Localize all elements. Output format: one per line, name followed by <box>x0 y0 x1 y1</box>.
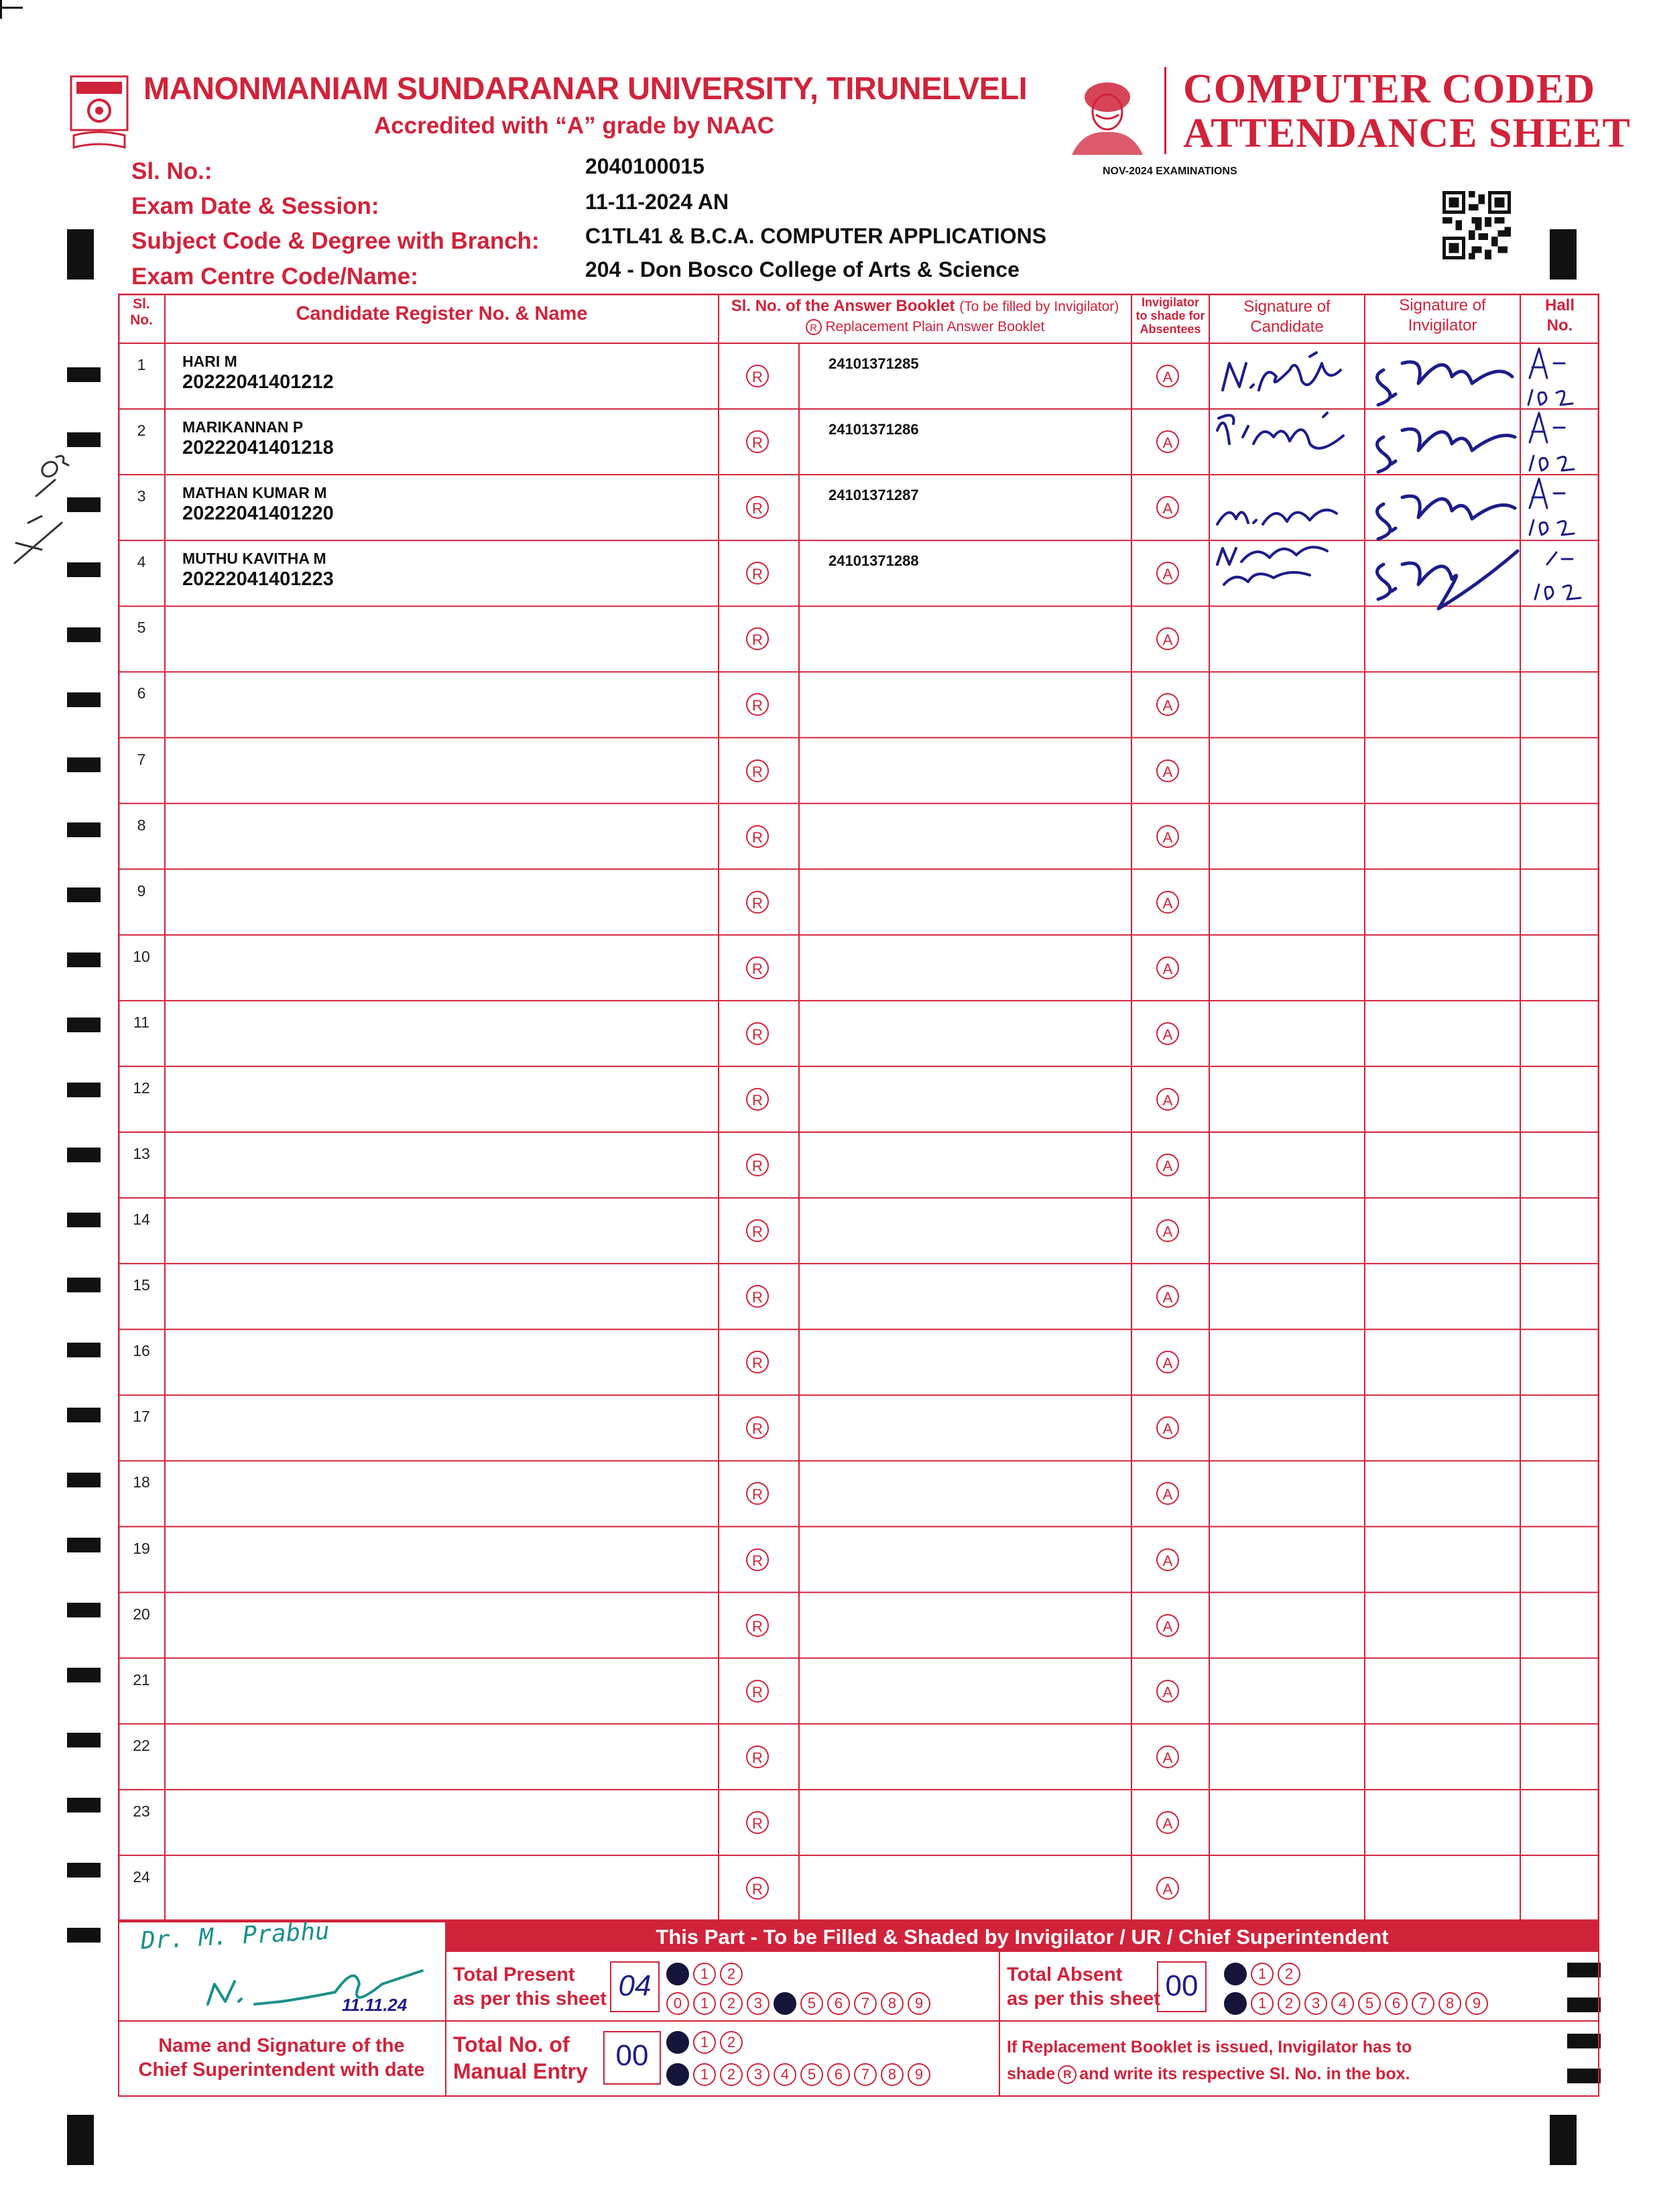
university-name: MANONMANIAM SUNDARANAR UNIVERSITY, TIRUNELVELI <box>143 70 1028 106</box>
total-absent-label: Total Absent as per this sheet <box>1007 1964 1160 2010</box>
timing-mark <box>67 822 101 837</box>
bottom-banner-text: This Part - To be Filled & Shaded by Invigilator / UR / Chief Superintendent <box>656 1925 1389 1949</box>
row-sl-no: 14 <box>133 1211 150 1229</box>
replacement-booklet-bubble[interactable]: R <box>746 957 769 979</box>
replacement-booklet-bubble[interactable]: R <box>746 1416 769 1439</box>
header-booklet-sub-row <box>719 319 1131 335</box>
row-sl-no: 11 <box>133 1013 149 1031</box>
timing-mark <box>67 1018 101 1032</box>
replacement-booklet-bubble[interactable]: R <box>746 1680 769 1703</box>
replacement-booklet-bubble[interactable]: R <box>746 627 769 650</box>
candidate-register-no: 20222041401212 <box>182 371 334 393</box>
candidate-register-no: 20222041401220 <box>182 503 334 525</box>
manual-entry-unit-bubbles <box>666 2063 930 2086</box>
centre-label: Exam Centre Code/Name: <box>131 263 418 290</box>
row-sl-no: 12 <box>133 1079 150 1097</box>
digit-bubble[interactable]: 0 <box>666 2063 689 2086</box>
timing-mark <box>67 1408 101 1422</box>
row-sl-no: 15 <box>133 1276 150 1294</box>
digit-bubble[interactable]: 4 <box>774 1992 796 2015</box>
replacement-booklet-bubble[interactable]: R <box>746 891 769 914</box>
digit-bubble[interactable]: 5 <box>1358 1992 1381 2015</box>
mid-hline <box>445 2020 1599 2022</box>
replacement-booklet-bubble[interactable]: R <box>746 1088 769 1111</box>
absentee-bubble[interactable]: A <box>1156 693 1179 716</box>
total-absent-unit-bubbles <box>1224 1992 1488 2015</box>
registration-square <box>67 2115 94 2165</box>
digit-bubble[interactable]: 1 <box>1251 1992 1274 2015</box>
header-sig-candidate: Signature of Candidate <box>1243 298 1331 336</box>
header-hall: Hall No. <box>1544 296 1575 334</box>
timing-mark <box>67 1148 101 1162</box>
header-booklet-note: (To be filled by Invigilator) <box>959 299 1119 314</box>
timing-mark <box>67 692 101 707</box>
digit-bubble[interactable]: 0 <box>666 1963 689 1985</box>
digit-bubble[interactable]: 1 <box>1251 1963 1274 1985</box>
row-sl-no: 21 <box>133 1670 150 1688</box>
sheet-title-line1: COMPUTER CODED <box>1183 66 1596 112</box>
qr-code-icon <box>1443 191 1511 259</box>
row-sl-no: 18 <box>133 1473 150 1491</box>
replacement-booklet-bubble[interactable]: R <box>746 365 769 387</box>
answer-booklet-no: 24101371287 <box>828 487 919 504</box>
row-sl-no: 23 <box>133 1802 150 1820</box>
digit-bubble[interactable]: 9 <box>908 1992 930 2015</box>
total-present-label: Total Present as per this sheet <box>453 1964 607 2010</box>
subject-label: Subject Code & Degree with Branch: <box>131 228 540 254</box>
timing-mark <box>67 953 101 967</box>
absentee-bubble[interactable]: A <box>1156 627 1179 650</box>
digit-bubble[interactable]: 6 <box>827 2063 850 2086</box>
digit-bubble[interactable]: 4 <box>1331 1992 1354 2015</box>
digit-bubble[interactable]: 8 <box>881 1992 904 2015</box>
row-sl-no: 24 <box>133 1867 150 1886</box>
chief-date: 11.11.24 <box>342 1995 408 2015</box>
timing-mark <box>67 757 101 772</box>
digit-bubble[interactable]: 0 <box>1224 1992 1247 2015</box>
row-sl-no: 5 <box>137 619 146 637</box>
absentee-bubble[interactable]: A <box>1156 496 1179 519</box>
digit-bubble[interactable]: 1 <box>693 2063 716 2086</box>
absentee-bubble[interactable]: A <box>1156 562 1179 585</box>
header-sig-invigilator: Signature of Invigilator <box>1399 296 1486 334</box>
header-candidate: Candidate Register No. & Name <box>296 303 588 324</box>
absentee-bubble[interactable]: A <box>1156 1416 1179 1439</box>
exam-date-label: Exam Date & Session: <box>131 193 379 219</box>
replacement-note-end: and write its respective Sl. No. in the box. <box>1079 2065 1410 2083</box>
row-sl-no: 3 <box>137 487 146 505</box>
sl-no-label: Sl. No.: <box>131 158 212 184</box>
absentee-bubble[interactable]: A <box>1156 1811 1179 1834</box>
absentee-bubble[interactable]: A <box>1156 1614 1179 1637</box>
absentee-bubble[interactable]: A <box>1156 891 1179 914</box>
row-sl-no: 10 <box>133 947 150 965</box>
mid-vline <box>999 1952 1000 2097</box>
candidate-name: MATHAN KUMAR M <box>182 484 327 502</box>
centre-value: 204 - Don Bosco College of Arts & Science <box>585 257 1020 282</box>
replacement-booklet-bubble[interactable]: R <box>746 1745 769 1768</box>
answer-booklet-no: 24101371288 <box>828 552 919 570</box>
digit-bubble[interactable]: 5 <box>800 2063 823 2086</box>
digit-bubble[interactable]: 3 <box>747 2063 770 2086</box>
digit-bubble[interactable]: 7 <box>854 2063 877 2086</box>
absentee-bubble[interactable]: A <box>1156 1351 1179 1373</box>
digit-bubble[interactable]: 4 <box>774 2063 796 2086</box>
replacement-booklet-bubble[interactable]: R <box>746 1351 769 1373</box>
replacement-booklet-bubble[interactable]: R <box>746 496 769 519</box>
university-logo-icon <box>67 74 131 153</box>
absentee-bubble[interactable]: A <box>1156 430 1179 453</box>
digit-bubble[interactable]: 1 <box>693 2031 716 2054</box>
total-absent-tens-bubbles <box>1224 1963 1300 1985</box>
timing-mark <box>67 1928 101 1943</box>
timing-mark <box>67 1798 101 1812</box>
exam-date-value: 11-11-2024 AN <box>585 190 729 214</box>
replacement-booklet-bubble[interactable]: R <box>746 693 769 716</box>
replacement-booklet-bubble[interactable]: R <box>746 430 769 453</box>
timing-mark <box>67 1603 101 1617</box>
candidate-name: HARI M <box>182 353 237 370</box>
sheet-title-line2: ATTENDANCE SHEET <box>1183 111 1631 156</box>
absentee-bubble[interactable]: A <box>1156 1219 1179 1242</box>
row-sl-no: 7 <box>137 750 146 768</box>
timing-mark <box>67 1473 101 1487</box>
digit-bubble[interactable]: 2 <box>720 1992 743 2015</box>
row-sl-no: 16 <box>133 1342 150 1360</box>
replacement-booklet-bubble[interactable]: R <box>746 1022 769 1045</box>
row-sl-no: 22 <box>133 1736 150 1754</box>
digit-bubble[interactable]: 6 <box>1385 1992 1408 2015</box>
absentee-bubble[interactable]: A <box>1156 759 1179 782</box>
digit-bubble[interactable]: 2 <box>1278 1963 1300 1985</box>
header-sl-no: Sl. No. <box>130 296 153 328</box>
digit-bubble[interactable]: 5 <box>800 1992 823 2015</box>
candidate-name: MUTHU KAVITHA M <box>182 550 326 568</box>
registration-square <box>67 229 94 280</box>
timing-mark <box>67 627 101 642</box>
digit-bubble[interactable]: 8 <box>1438 1992 1461 2015</box>
row-sl-no: 17 <box>133 1408 150 1426</box>
digit-bubble[interactable]: 0 <box>666 1992 689 2015</box>
absentee-bubble[interactable]: A <box>1156 1877 1179 1900</box>
candidate-register-no: 20222041401218 <box>182 437 334 459</box>
hall-number-handwriting <box>1520 343 1599 611</box>
chief-divider <box>445 1921 446 2097</box>
absentee-bubble[interactable]: A <box>1156 957 1179 979</box>
digit-bubble[interactable]: 8 <box>881 2063 904 2086</box>
absentee-bubble[interactable]: A <box>1156 1680 1179 1703</box>
row-sl-no: 1 <box>137 356 146 374</box>
manual-entry-tens-bubbles <box>666 2031 743 2054</box>
margin-note-hall-icon <box>1 449 75 570</box>
digit-bubble[interactable]: 6 <box>827 1992 850 2015</box>
digit-bubble[interactable]: 1 <box>693 1992 716 2015</box>
corner-mark <box>0 7 23 9</box>
timing-mark <box>67 887 101 902</box>
absentee-bubble[interactable]: A <box>1156 1482 1179 1505</box>
chief-label: Name and Signature of the Chief Superintendent with date <box>138 2035 425 2081</box>
digit-bubble[interactable]: 1 <box>693 1963 716 1985</box>
replacement-booklet-bubble[interactable]: R <box>746 1219 769 1242</box>
row-sl-no: 8 <box>137 816 146 834</box>
answer-booklet-no: 24101371286 <box>828 421 919 438</box>
absentee-bubble[interactable]: A <box>1156 1548 1179 1571</box>
digit-bubble[interactable]: 0 <box>666 2031 689 2054</box>
digit-bubble[interactable]: 2 <box>720 1963 743 1985</box>
replacement-booklet-bubble[interactable]: R <box>746 759 769 782</box>
row-sl-no: 6 <box>137 684 146 702</box>
row-sl-no: 20 <box>133 1605 150 1623</box>
row-sl-no: 19 <box>133 1539 150 1557</box>
header-booklet-main: Sl. No. of the Answer Booklet <box>731 297 955 315</box>
candidate-register-no: 20222041401223 <box>182 568 334 591</box>
replacement-booklet-bubble[interactable]: R <box>746 1811 769 1834</box>
sheet-title <box>1183 67 1631 156</box>
header-booklet-sub: Replacement Plain Answer Booklet <box>825 319 1045 334</box>
row-sl-no: 9 <box>137 881 146 900</box>
timing-mark <box>67 1863 101 1878</box>
row-sl-no: 2 <box>137 422 146 440</box>
replacement-note-text: If Replacement Booklet is issued, Invigilator has to shade <box>1007 2038 1412 2083</box>
timing-mark <box>67 1083 101 1097</box>
digit-bubble[interactable]: 3 <box>747 1992 770 2015</box>
timing-mark <box>67 432 101 447</box>
header-absentee: Invigilator to shade for Absentees <box>1136 296 1205 336</box>
digit-bubble[interactable]: 3 <box>1304 1992 1327 2015</box>
replacement-booklet-bubble[interactable]: R <box>746 1614 769 1637</box>
accreditation-text: Accredited with “A” grade by NAAC <box>374 113 775 139</box>
chief-signature-text: Dr. M. Prabhu <box>140 1917 330 1955</box>
timing-mark <box>67 1733 101 1747</box>
header-replacement-bubble: R <box>806 319 822 335</box>
timing-mark <box>67 1668 101 1682</box>
replacement-booklet-bubble[interactable]: R <box>746 1482 769 1505</box>
absentee-bubble[interactable]: A <box>1156 1154 1179 1176</box>
title-divider <box>1164 67 1166 154</box>
digit-bubble[interactable]: 2 <box>720 2063 743 2086</box>
candidate-signatures <box>1209 343 1365 606</box>
registration-square <box>1550 2115 1577 2165</box>
absentee-bubble[interactable]: A <box>1156 1745 1179 1768</box>
digit-bubble[interactable]: 7 <box>1412 1992 1434 2015</box>
timing-mark <box>67 1213 101 1227</box>
corner-mark <box>0 0 2 19</box>
exams-tag: NOV-2024 EXAMINATIONS <box>1103 166 1237 177</box>
total-present-value: 04 <box>618 1969 652 2002</box>
manual-entry-label: Total No. of Manual Entry <box>453 2032 588 2083</box>
row-sl-no: 13 <box>133 1145 150 1163</box>
timing-mark <box>67 367 101 382</box>
digit-bubble[interactable]: 7 <box>854 1992 877 2015</box>
founder-portrait-icon <box>1062 70 1153 156</box>
candidate-name: MARIKANNAN P <box>182 418 304 436</box>
registration-square <box>1550 229 1577 280</box>
subject-value: C1TL41 & B.C.A. COMPUTER APPLICATIONS <box>585 224 1047 248</box>
digit-bubble[interactable]: 9 <box>908 2063 930 2086</box>
digit-bubble[interactable]: 9 <box>1465 1992 1488 2015</box>
sl-no-value: 2040100015 <box>585 154 704 178</box>
digit-bubble[interactable]: 2 <box>1278 1992 1300 2015</box>
digit-bubble[interactable]: 0 <box>1224 1963 1247 1985</box>
absentee-bubble[interactable]: A <box>1156 1285 1179 1308</box>
timing-mark <box>67 1278 101 1292</box>
replacement-booklet-bubble[interactable]: R <box>746 1154 769 1176</box>
header-booklet <box>719 297 1131 316</box>
invigilator-signatures <box>1365 343 1520 611</box>
timing-mark <box>67 1538 101 1552</box>
total-absent-value: 00 <box>1165 1969 1199 2002</box>
replacement-booklet-bubble[interactable]: R <box>746 1285 769 1308</box>
replacement-booklet-bubble[interactable]: R <box>746 562 769 585</box>
replacement-bubble-note: R <box>1058 2065 1077 2084</box>
manual-entry-value: 00 <box>615 2039 649 2072</box>
digit-bubble[interactable]: 2 <box>720 2031 743 2054</box>
total-present-tens-bubbles <box>666 1963 743 1985</box>
replacement-booklet-bubble[interactable]: R <box>746 1548 769 1571</box>
replacement-booklet-bubble[interactable]: R <box>746 1877 769 1900</box>
total-present-unit-bubbles <box>666 1992 930 2015</box>
absentee-bubble[interactable]: A <box>1156 1088 1179 1111</box>
answer-booklet-no: 24101371285 <box>828 355 919 372</box>
absentee-bubble[interactable]: A <box>1156 825 1179 848</box>
replacement-note <box>1007 2034 1412 2087</box>
absentee-bubble[interactable]: A <box>1156 365 1179 387</box>
absentee-bubble[interactable]: A <box>1156 1022 1179 1045</box>
replacement-booklet-bubble[interactable]: R <box>746 825 769 848</box>
timing-mark <box>67 1343 101 1357</box>
row-sl-no: 4 <box>137 553 146 571</box>
